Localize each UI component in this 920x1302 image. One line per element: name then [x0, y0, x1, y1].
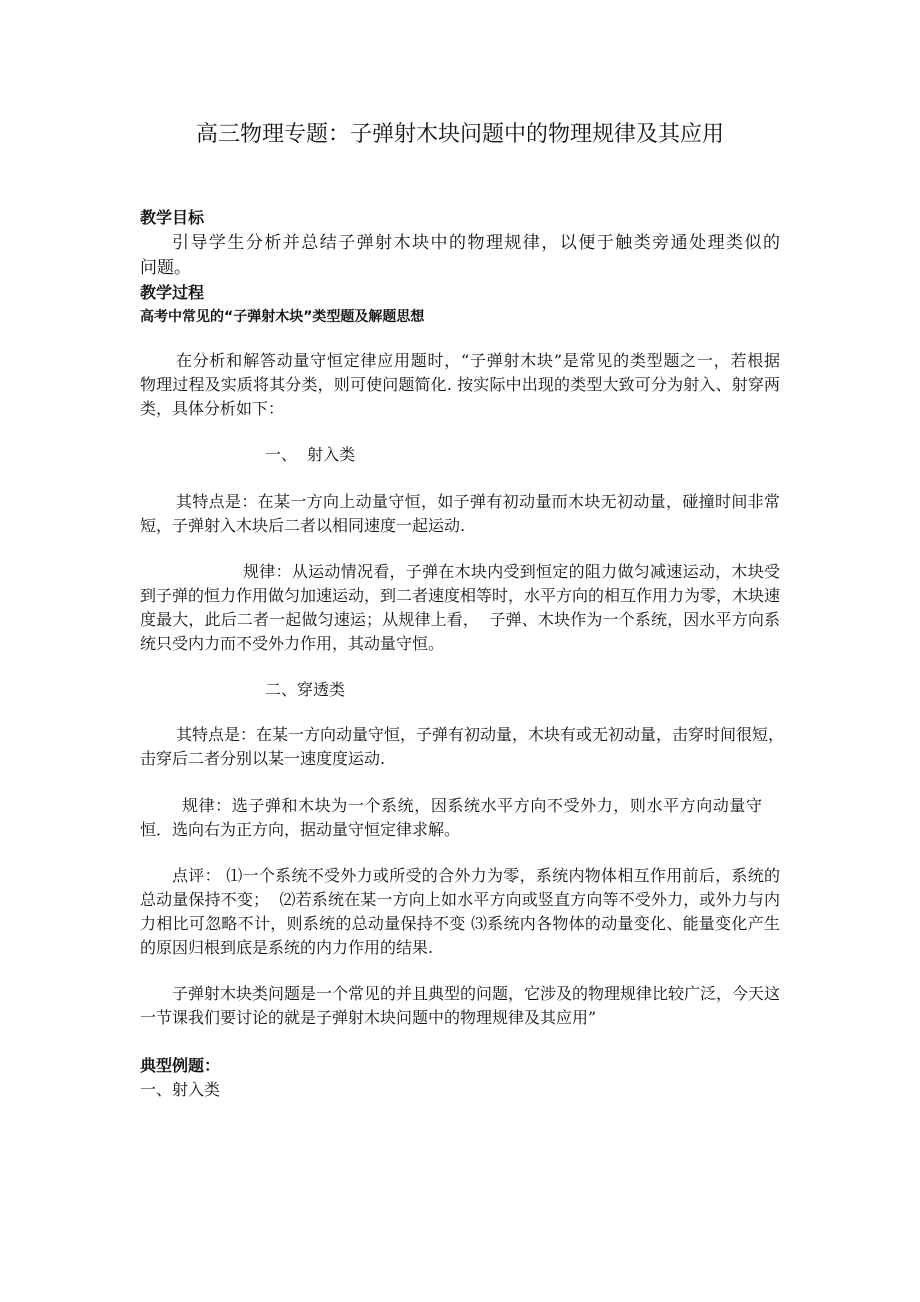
goal-heading: 教学目标 — [140, 208, 205, 227]
s2-feature-line: 其特点是：在某一方向动量守恒，子弹有初动量，木块有或无初动量，击穿时间很短， — [176, 725, 785, 744]
s1-rule-line: 度最大，此后二者一起做匀速运；从规律上看， 子弹、木块作为一个系统，因水平方向系 — [140, 610, 780, 629]
comment-line: 的原因归根到底是系统的内力作用的结果. — [140, 938, 434, 957]
s2-rule-line: 规律：选子弹和木块为一个系统，因系统水平方向不受外力，则水平方向动量守 — [182, 796, 762, 815]
intro-line: 在分析和解答动量守恒定律应用题时，“子弹射木块”是常见的类型题之一，若根据 — [176, 351, 780, 370]
comment-line: 点评： ⑴一个系统不受外力或所受的合外力为零，系统内物体相互作用前后，系统的 — [172, 866, 780, 885]
s1-rule-line: 到子弹的恒力作用做匀加速运动，到二者速度相等时，水平方向的相互作用力为零，木块速 — [140, 586, 781, 605]
section-heading-2: 二、穿透类 — [265, 680, 346, 699]
process-heading: 教学过程 — [140, 283, 205, 302]
summary-line: 一节课我们要讨论的就是子弹射木块问题中的物理规律及其应用” — [140, 1008, 597, 1027]
summary-line: 子弹射木块类问题是一个常见的并且典型的问题，它涉及的物理规律比较广泛，今天这 — [172, 984, 781, 1003]
examples-heading: 典型例题： — [140, 1056, 221, 1075]
intro-line: 类，具体分析如下： — [140, 399, 285, 418]
s1-rule-line: 统只受内力而不受外力作用，其动量守恒。 — [140, 634, 445, 653]
intro-line: 物理过程及实质将其分类，则可使问题简化. 按实际中出现的类型大致可分为射入、射穿两 — [140, 375, 780, 394]
s1-feature-line: 其特点是：在某一方向上动量守恒，如子弹有初动量而木块无初动量，碰撞时间非常 — [176, 492, 780, 511]
goal-line: 问题。 — [140, 258, 191, 278]
s2-feature-line: 击穿后二者分别以某一速度度运动. — [140, 749, 386, 768]
comment-line: 力相比可忽略不计，则系统的总动量保持不变 ⑶系统内各物体的动量变化、能量变化产生 — [140, 914, 780, 933]
s1-rule-line: 规律：从运动情况看，子弹在木块内受到恒定的阻力做匀减速运动，木块受 — [243, 562, 780, 581]
goal-line: 引导学生分析并总结子弹射木块中的物理规律，以便于触类旁通处理类似的 — [172, 233, 780, 253]
document-title: 高三物理专题：子弹射木块问题中的物理规律及其应用 — [195, 122, 724, 147]
examples-subheading: 一、射入类 — [140, 1080, 221, 1099]
s1-feature-line: 短，子弹射入木块后二者以相同速度一起运动. — [140, 516, 466, 535]
comment-line: 总动量保持不变； ⑵若系统在某一方向上如水平方向或竖直方向等不受外力，或外力与内 — [140, 890, 780, 909]
subheading: 高考中常见的“子弹射木块”类型题及解题思想 — [140, 309, 425, 325]
s2-rule-line: 恒．选向右为正方向，据动量守恒定律求解。 — [140, 820, 461, 839]
section-heading-1: 一、 射入类 — [265, 445, 356, 464]
